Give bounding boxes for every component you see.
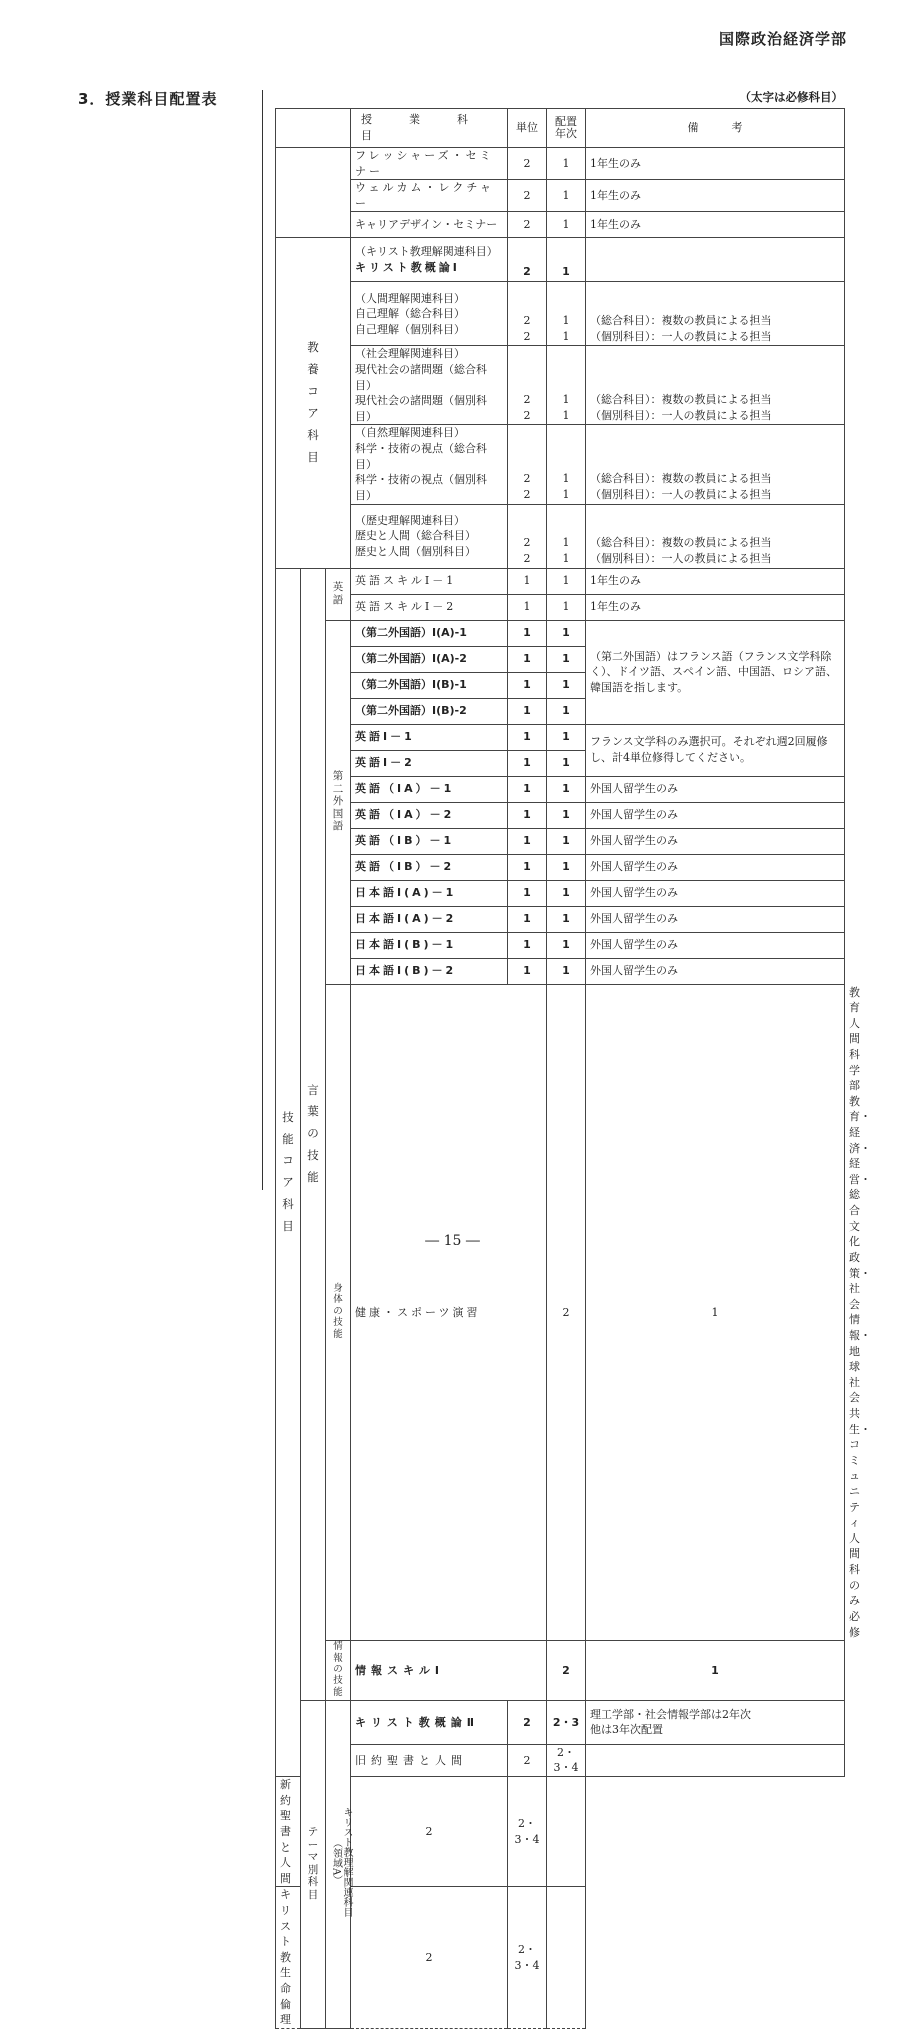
course-remark: 1年生のみ: [586, 594, 845, 620]
table-row: [276, 932, 845, 958]
course-year: 1: [562, 536, 570, 550]
course-credits: 2: [508, 1700, 547, 1744]
course-name: （第二外国語）Ⅰ(A)-1: [351, 620, 508, 646]
course-remark: （総合科目）：複数の教員による担当: [590, 536, 772, 550]
course-credits: 1: [508, 854, 547, 880]
category-label: （社会理解関連科目）: [355, 347, 465, 361]
course-remark: （総合科目）：複数の教員による担当: [590, 472, 772, 486]
course-remark: （第二外国語）はフランス語（フランス文学科除く）、ドイツ語、スペイン語、中国語、ロシア語、韓国語を指します。: [586, 620, 845, 724]
table-row: [276, 282, 845, 346]
course-remark: 外国人留学生のみ: [586, 828, 845, 854]
course-year: 1: [547, 906, 586, 932]
course-remark: （総合科目）：複数の教員による担当: [590, 393, 772, 407]
course-remark: 外国人留学生のみ: [586, 958, 845, 984]
course-remark: 外国人留学生のみ: [586, 802, 845, 828]
course-credits: 2: [523, 264, 531, 278]
theme-label: テーマ別科目: [307, 1826, 319, 1902]
table-row: [276, 906, 845, 932]
category-label: （自然理解関連科目）: [355, 426, 465, 440]
kyoyo-label: 教養コア科目: [307, 340, 319, 464]
course-year: 1: [547, 672, 586, 698]
course-credits: 2: [523, 393, 531, 407]
course-remark: [586, 1744, 845, 1776]
course-credits: 1: [508, 880, 547, 906]
table-header: [276, 109, 845, 148]
course-credits: 1: [508, 672, 547, 698]
course-year: 1: [547, 880, 586, 906]
course-credits: 1: [508, 906, 547, 932]
course-credits: 1: [508, 594, 547, 620]
course-name: 歴史と人間（総合科目）: [355, 529, 476, 543]
course-remark: 外国人留学生のみ: [586, 932, 845, 958]
course-remark: フランス文学科のみ選択可。それぞれ週2回履修し、計4単位修得してください。: [586, 724, 845, 776]
course-year: 2・3・4: [508, 1777, 547, 1887]
table-row: [276, 504, 845, 568]
table-row: [276, 346, 845, 425]
course-year: 2・3・4: [508, 1887, 547, 2028]
course-year: 1: [562, 472, 570, 486]
course-name: 歴史と人間（個別科目）: [355, 544, 476, 558]
table-row: [276, 148, 845, 180]
course-credits: 1: [508, 698, 547, 724]
course-year: 1: [547, 828, 586, 854]
course-name: 英語（ⅠA）－1: [351, 776, 508, 802]
table-row: [276, 1887, 845, 2028]
course-name: （第二外国語）Ⅰ(B)-2: [351, 698, 508, 724]
course-name: ウェルカム・レクチャー: [351, 180, 508, 212]
course-remark: （個別科目）：一人の教員による担当: [590, 408, 772, 422]
course-name: 日本語Ⅰ(A)－1: [351, 880, 508, 906]
course-name: 日本語Ⅰ(B)－2: [351, 958, 508, 984]
course-remark: [547, 1887, 586, 2028]
course-year: 1: [547, 802, 586, 828]
course-year: 1: [547, 594, 586, 620]
header-remarks: 備 考: [586, 109, 845, 148]
course-year: 1: [547, 568, 586, 594]
table-row: [276, 828, 845, 854]
course-name: 科学・技術の視点（総合科目）: [355, 442, 487, 471]
course-remark: 1年生のみ: [586, 180, 845, 212]
course-remark: 外国人留学生のみ: [586, 776, 845, 802]
course-credits: 1: [508, 776, 547, 802]
course-credits: 2: [523, 487, 531, 501]
course-name: キリスト教概論Ⅰ: [355, 260, 460, 274]
course-year: 1: [547, 148, 586, 180]
course-name: 現代社会の諸問題（個別科目）: [355, 394, 487, 423]
course-credits: 2: [523, 314, 531, 328]
course-remark: 理工学部・社会情報学部は2年次 他は3年次配置: [586, 1700, 845, 1744]
course-name: フレッシャーズ・セミナー: [351, 148, 508, 180]
course-year: 1: [562, 487, 570, 501]
course-credits: 1: [508, 646, 547, 672]
course-name: 現代社会の諸問題（総合科目）: [355, 363, 487, 392]
course-credits: 2: [508, 212, 547, 238]
course-name: 英語スキルⅠ－2: [351, 594, 508, 620]
english-label: 英語: [332, 580, 344, 606]
course-year: 1: [547, 620, 586, 646]
course-credits: 1: [508, 750, 547, 776]
course-name: 英語（ⅠB）－2: [351, 854, 508, 880]
course-name: （第二外国語）Ⅰ(B)-1: [351, 672, 508, 698]
header-year: 配置年次: [547, 109, 586, 148]
course-remark: （個別科目）：一人の教員による担当: [590, 551, 772, 565]
course-year: 1: [586, 1641, 845, 1701]
course-credits: 2: [523, 551, 531, 565]
body-label: 身体の技能: [333, 1282, 343, 1340]
course-name: （第二外国語）Ⅰ(A)-2: [351, 646, 508, 672]
course-remark: 1年生のみ: [586, 568, 845, 594]
course-credits: 1: [508, 568, 547, 594]
table-row: [276, 1641, 845, 1701]
course-name: 英語（ⅠB）－1: [351, 828, 508, 854]
course-name: キャリアデザイン・セミナー: [351, 212, 508, 238]
course-year: 1: [547, 180, 586, 212]
course-remark: （個別科目）：一人の教員による担当: [590, 329, 772, 343]
table-row: [276, 180, 845, 212]
table-row: [276, 238, 845, 282]
course-name: 自己理解（総合科目）: [355, 307, 465, 321]
table-row: [276, 212, 845, 238]
course-year: 1: [562, 314, 570, 328]
course-year: 1: [547, 932, 586, 958]
course-name: 新約聖書と人間: [276, 1777, 301, 1887]
course-year: 1: [586, 984, 845, 1641]
course-year: 1: [547, 854, 586, 880]
course-credits: 1: [508, 958, 547, 984]
table-row: 身体の技能 健康・スポーツ演習 2 1 教育人間科学部教育・経済・経営・総合文化政策・社会情報・地球社会共生・コミュニティ人間科のみ必修: [276, 984, 845, 1641]
course-credits: 2: [508, 180, 547, 212]
course-name: 情報スキルⅠ: [351, 1641, 547, 1701]
course-credits: 1: [508, 620, 547, 646]
course-credits: 2: [523, 329, 531, 343]
table-row: [276, 854, 845, 880]
course-year: 1: [547, 646, 586, 672]
margin-rule: [262, 90, 263, 1190]
course-year: 1: [562, 264, 570, 278]
course-year: 1: [547, 212, 586, 238]
gino-label: 技能コア科目: [282, 1109, 294, 1233]
course-name: 英語Ⅰ－1: [351, 724, 508, 750]
course-credits: 2: [523, 536, 531, 550]
course-year: 1: [547, 698, 586, 724]
course-credits: 1: [508, 828, 547, 854]
course-year: 1: [547, 724, 586, 750]
faculty-name: 国際政治経済学部: [718, 30, 847, 48]
course-name: 自己理解（個別科目）: [355, 322, 465, 336]
course-year: 2・3: [547, 1700, 586, 1744]
page-number: ― 15 ―: [425, 1233, 480, 1249]
header-credits: 単位: [508, 109, 547, 148]
header-subject: 授 業 科 目: [351, 109, 508, 148]
theme-sub-label: キリスト教理解関連科目（領域A）: [330, 1807, 352, 1918]
table-row: [276, 594, 845, 620]
course-remark: 1年生のみ: [586, 212, 845, 238]
course-credits: 2: [508, 148, 547, 180]
course-name: 英語スキルⅠ－1: [351, 568, 508, 594]
course-remark: 外国人留学生のみ: [586, 906, 845, 932]
course-credits: 1: [508, 802, 547, 828]
course-name: キリスト教生命倫理: [276, 1887, 301, 2028]
course-year: 1: [562, 329, 570, 343]
course-year: 1: [547, 776, 586, 802]
table-row: [276, 1744, 845, 1776]
course-name: キリスト教概論Ⅱ: [351, 1700, 508, 1744]
table-row: [276, 425, 845, 504]
course-remark: 外国人留学生のみ: [586, 880, 845, 906]
table-row: [276, 1777, 845, 1887]
course-year: 1: [562, 551, 570, 565]
course-credits: 2: [351, 1777, 508, 1887]
lang-label: 言葉の技能: [307, 1082, 319, 1184]
table-row: [276, 724, 845, 750]
course-credits: 1: [508, 724, 547, 750]
table-row: [276, 958, 845, 984]
category-label: （歴史理解関連科目）: [355, 513, 465, 527]
category-label: （キリスト教理解関連科目）: [355, 245, 498, 259]
course-year: 1: [562, 408, 570, 422]
foreign-label: 第二外国語: [332, 770, 344, 833]
table-row: [276, 880, 845, 906]
section-title: 3．授業科目配置表: [78, 90, 218, 108]
table-row: [276, 568, 845, 594]
course-remark: （個別科目）：一人の教員による担当: [590, 487, 772, 501]
course-name: 日本語Ⅰ(A)－2: [351, 906, 508, 932]
category-label: （人間理解関連科目）: [355, 291, 465, 305]
course-name: 英語Ⅰ－2: [351, 750, 508, 776]
info-label: 情報の技能: [333, 1641, 343, 1698]
course-credits: 1: [508, 932, 547, 958]
bold-note: （太字は必修科目）: [739, 90, 843, 104]
course-remark: 1年生のみ: [586, 148, 845, 180]
table-row: [276, 1700, 845, 1744]
course-remark: （総合科目）：複数の教員による担当: [590, 314, 772, 328]
course-table: [275, 108, 871, 2029]
course-year: 1: [547, 958, 586, 984]
course-name: 日本語Ⅰ(B)－1: [351, 932, 508, 958]
course-name: 科学・技術の視点（個別科目）: [355, 473, 487, 502]
course-year: 1: [562, 393, 570, 407]
course-year: 2・3・4: [547, 1744, 586, 1776]
course-credits: 2: [508, 1744, 547, 1776]
course-credits: 2: [547, 1641, 586, 1701]
course-remark: [547, 1777, 586, 1887]
table-row: [276, 620, 845, 646]
course-name: 英語（ⅠA）－2: [351, 802, 508, 828]
course-remark: 外国人留学生のみ: [586, 854, 845, 880]
course-credits: 2: [523, 408, 531, 422]
course-year: 1: [547, 750, 586, 776]
course-credits: 2: [523, 472, 531, 486]
course-credits: 2: [351, 1887, 508, 2028]
table-row: [276, 776, 845, 802]
course-credits: 2: [547, 984, 586, 1641]
table-row: [276, 802, 845, 828]
course-name: 健康・スポーツ演習: [351, 984, 547, 1641]
course-name: 旧約聖書と人間: [351, 1744, 508, 1776]
